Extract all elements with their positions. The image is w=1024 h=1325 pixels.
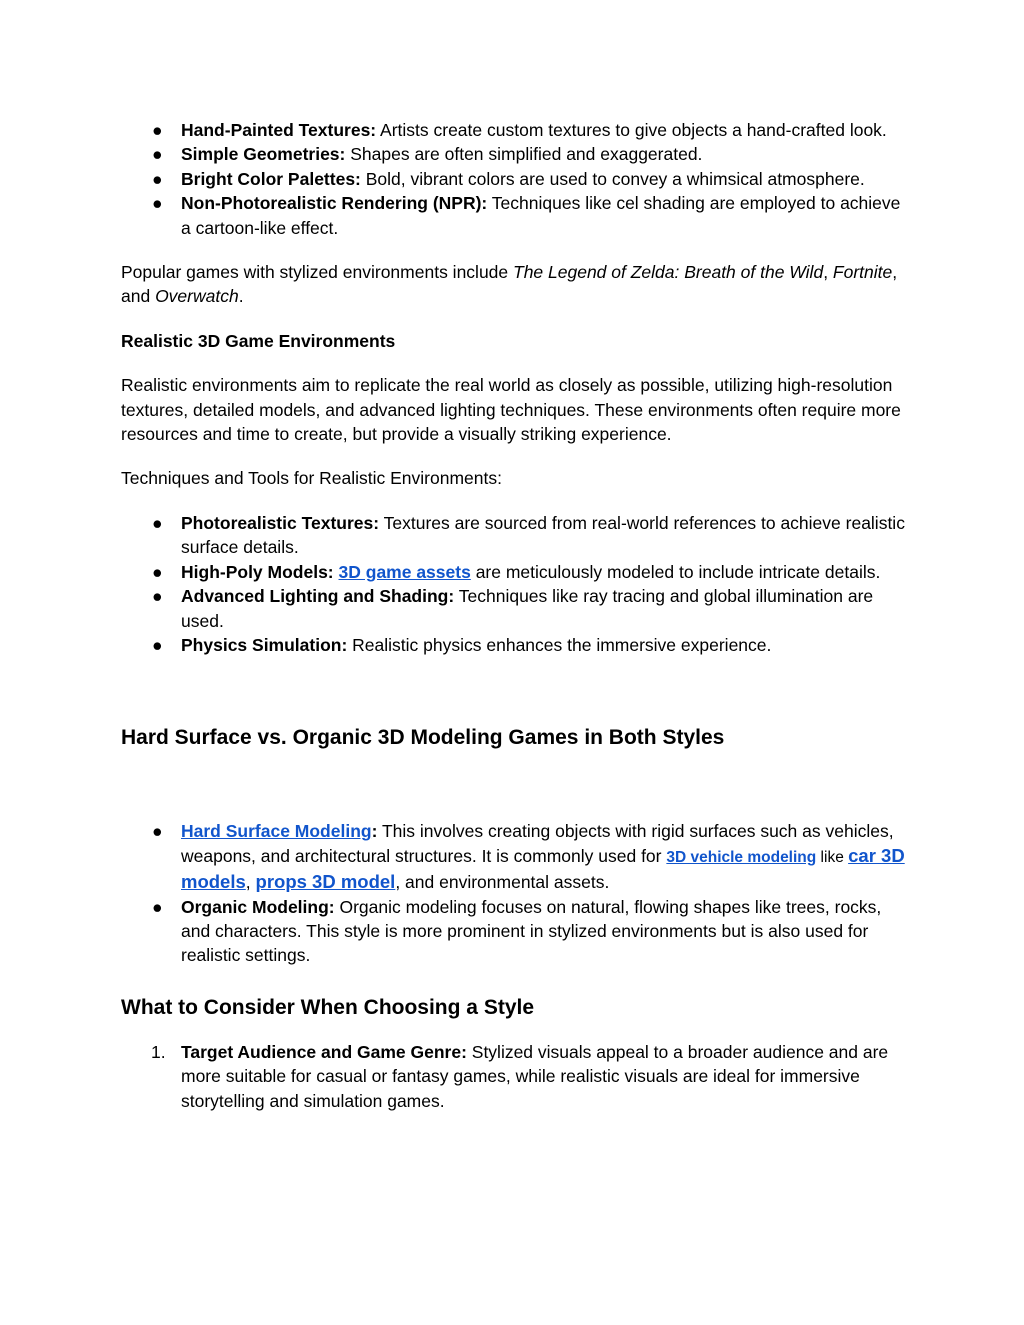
realistic-paragraph: Realistic environments aim to replicate the real world as closely as possible, utilizing high-resolution textures, detailed models, and advanced lighting techniques. These environments often require more resources and time to create, but provide a visually striking experience. [121,375,901,445]
list-item-desc: Stylized visuals appeal to a broader audience and are more suitable for casual or fantasy games, while realistic visuals are ideal for immersive storytelling and simulation games. [181,1041,889,1111]
list-item [121,191,911,240]
bullet-icon: ● [152,120,163,140]
list-item-desc: are meticulously modeled to include intricate details. [470,561,881,582]
list-item [121,511,911,560]
list-item-term: Non-Photorealistic Rendering (NPR): [181,193,488,214]
bullet-icon: ● [152,634,163,655]
stylized-features-list [121,118,911,240]
list-item-desc-end: , and environmental assets. [395,872,610,893]
list-item [121,142,911,166]
bullet-icon: ● [152,193,163,214]
list-item [121,633,911,657]
list-item [121,584,911,633]
consider-heading: What to Consider When Choosing a Style [121,995,535,1019]
bullet-icon: ● [152,561,163,582]
list-item-term: Simple Geometries: [181,144,346,165]
3d-game-assets-link[interactable]: 3D game assets [338,561,471,582]
list-item-desc: Artists create custom textures to give objects a hand-crafted look. [376,120,887,140]
bullet-icon: ● [152,168,163,189]
list-item-desc: Textures are sourced from real-world references to achieve realistic surface details. [181,512,905,558]
popular-prefix: Popular games with stylized environments include [121,262,513,283]
considerations-list [121,1040,911,1113]
list-item-term: High-Poly Models: [181,561,334,582]
car-3d-models-link[interactable]: car 3D models [181,844,905,893]
list-item-term: Organic Modeling: [181,896,335,917]
colon: : [371,821,378,842]
realistic-subheading [121,329,911,353]
like-text: like [816,848,849,866]
game-title: Fortnite [832,262,893,283]
list-item [121,1040,911,1113]
list-item-desc: Realistic physics enhances the immersive experience. [347,634,772,655]
bullet-icon: ● [152,144,163,165]
props-3d-model-link[interactable]: props 3D model [255,871,396,893]
separator: , and [121,262,898,307]
list-item-desc: Shapes are often simplified and exaggerated. [345,144,703,165]
bullet-icon: ● [152,821,163,842]
list-item-term: Advanced Lighting and Shading: [181,586,455,607]
list-item [121,118,911,142]
separator: , [823,262,833,283]
list-number: 1. [151,1041,166,1062]
list-item [121,167,911,191]
list-item-term: Bright Color Palettes: [181,168,361,189]
list-item-desc: This involves creating objects with rigid surfaces such as vehicles, weapons, and architectural structures. It is commonly used for [181,821,894,866]
list-item-desc: Techniques like cel shading are employed to achieve a cartoon-like effect. [181,193,901,238]
list-item-term: Target Audience and Game Genre: [181,1041,467,1062]
techniques-intro: Techniques and Tools for Realistic Environments: [121,468,502,489]
bullet-icon: ● [152,896,163,917]
hard-vs-organic-heading: Hard Surface vs. Organic 3D Modeling Games in Both Styles [121,726,725,750]
list-item [121,895,911,968]
game-title: The Legend of Zelda: Breath of the Wild [513,262,824,283]
hard-surface-modeling-link[interactable]: Hard Surface Modeling [181,821,372,842]
realistic-techniques-list [121,511,911,657]
bullet-icon: ● [152,512,163,533]
realistic-subheading-text: Realistic 3D Game Environments [121,330,396,351]
bullet-icon: ● [152,586,163,607]
popular-games-paragraph [121,260,911,309]
separator: , [245,872,256,893]
period: . [238,286,244,307]
list-item-desc: Organic modeling focuses on natural, flowing shapes like trees, rocks, and characters. This style is more prominent in stylized environments but is also used for realistic settings. [181,896,882,966]
list-item-desc: Techniques like ray tracing and global illumination are used. [181,586,874,631]
modeling-types-list [121,819,911,967]
list-item-desc: Bold, vibrant colors are used to convey a whimsical atmosphere. [360,168,865,189]
list-item-term: Hand-Painted Textures: [181,120,377,140]
document-body [121,118,911,1113]
list-item-term: Physics Simulation: [181,634,348,655]
list-item [121,819,911,894]
list-item [121,560,911,584]
list-item-term: Photorealistic Textures: [181,512,380,533]
game-title: Overwatch [155,286,239,307]
3d-vehicle-modeling-link[interactable]: 3D vehicle modeling [666,848,817,866]
